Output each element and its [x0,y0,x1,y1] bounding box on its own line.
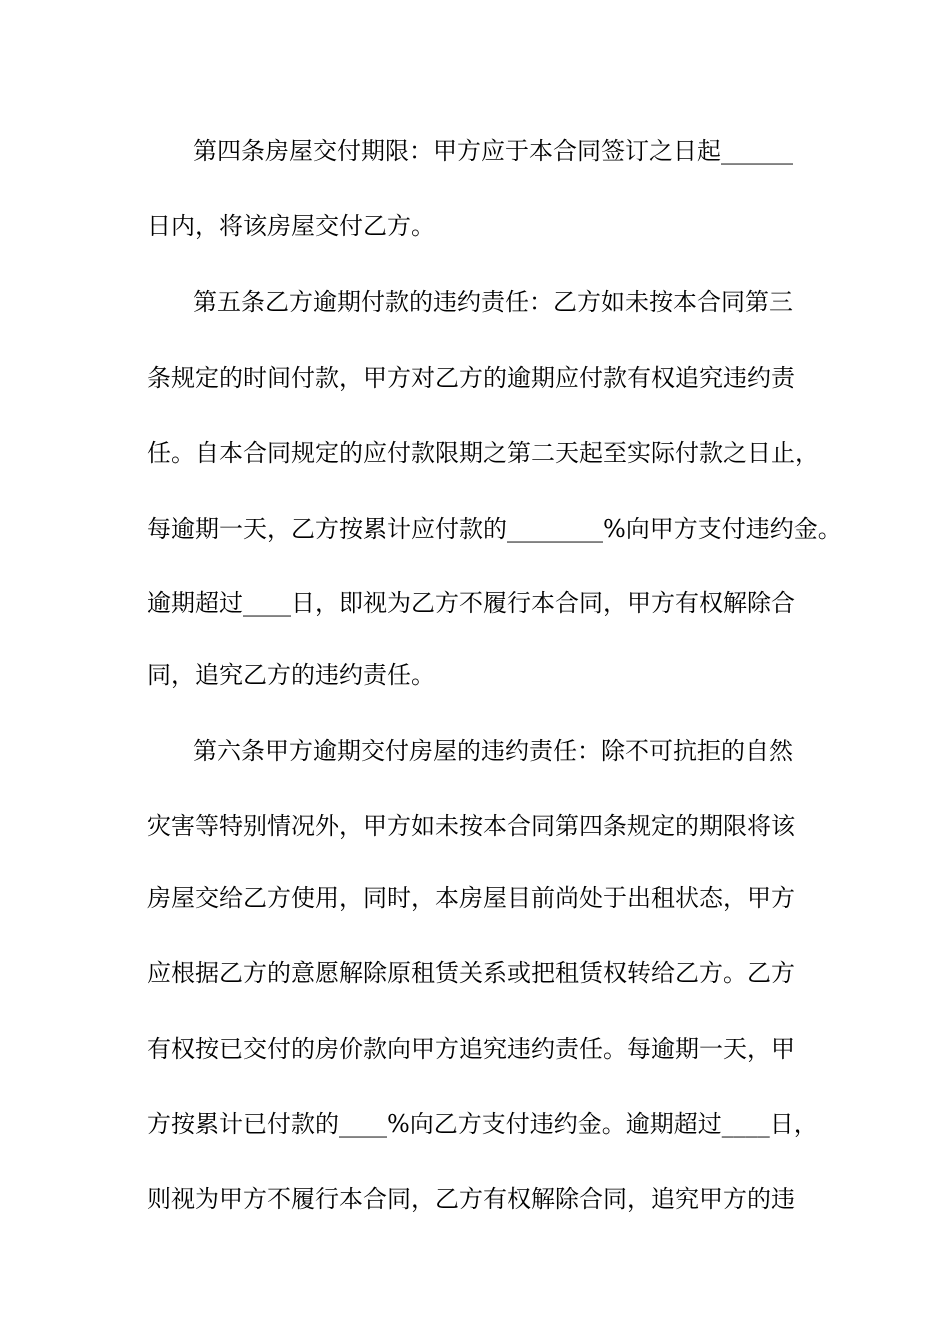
clause-6-line-5: 有权按已交付的房价款向甲方追究违约责任。每逾期一天，甲 [147,1035,795,1063]
clause-4-line-1: 第四条房屋交付期限：甲方应于本合同签订之日起______ [193,137,793,165]
clause-6-line-2: 灾害等特别情况外，甲方如未按本合同第四条规定的期限将该 [147,812,795,840]
clause-5-line-1: 第五条乙方逾期付款的违约责任：乙方如未按本合同第三 [193,288,793,316]
clause-5-line-4: 每逾期一天，乙方按累计应付款的________%向甲方支付违约金。 [147,515,842,543]
clause-6-line-3: 房屋交给乙方使用，同时，本房屋目前尚处于出租状态，甲方 [147,884,795,912]
clause-5-line-3: 任。自本合同规定的应付款限期之第二天起至实际付款之日止， [147,439,819,467]
clause-5-line-5: 逾期超过____日，即视为乙方不履行本合同，甲方有权解除合 [147,589,795,617]
clause-4-line-2: 日内，将该房屋交付乙方。 [147,212,435,240]
clause-6-line-4: 应根据乙方的意愿解除原租赁关系或把租赁权转给乙方。乙方 [147,959,795,987]
clause-5-line-6: 同，追究乙方的违约责任。 [147,661,435,689]
clause-6-line-6: 方按累计已付款的____%向乙方支付违约金。逾期超过____日， [147,1110,818,1138]
clause-6-line-1: 第六条甲方逾期交付房屋的违约责任：除不可抗拒的自然 [193,737,793,765]
clause-6-line-7: 则视为甲方不履行本合同，乙方有权解除合同，追究甲方的违 [147,1185,795,1213]
clause-5-line-2: 条规定的时间付款，甲方对乙方的逾期应付款有权追究违约责 [147,364,795,392]
